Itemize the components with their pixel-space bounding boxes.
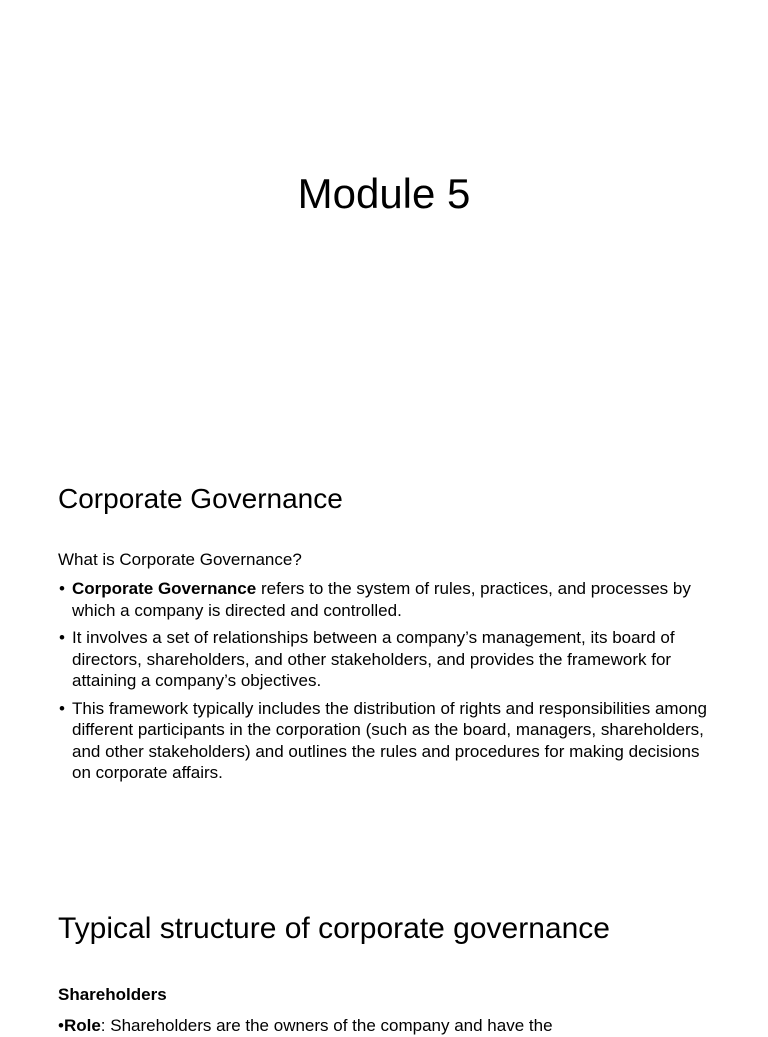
shareholders-subheading: Shareholders [58,985,167,1004]
partial-bullet-line [58,1015,718,1037]
bullet-item [58,578,718,621]
governance-structure-slide [0,864,768,1035]
bullet-icon: • [59,628,65,647]
bullet-icon: • [58,1016,64,1035]
bullet-item [58,627,718,692]
slide-heading: Corporate Governance [58,483,343,514]
bullet-text: It involves a set of relationships between a company’s management, its board of directors, shareholders, and other stakeholders, and provides the framework for attaining a company’s objectives. [72,628,675,690]
title-slide [0,0,768,432]
corporate-governance-slide [0,432,768,864]
bullet-text: refers to the system of rules, practices, and processes by which a company is directed and controlled. [72,579,691,620]
bullet-list [58,578,718,790]
module-title: Module 5 [297,170,471,217]
bullet-icon: • [59,579,65,598]
slide-heading: Typical structure of corporate governance [58,912,610,945]
bullet-bold-text: Role [63,1016,101,1035]
question-text: What is Corporate Governance? [58,550,302,569]
bullet-text: : Shareholders are the owners of the company and have the [100,1016,553,1035]
bullet-item [58,698,718,784]
bullet-icon: • [59,698,65,718]
bullet-bold-text: Corporate Governance [72,579,257,598]
bullet-text: This framework typically includes the distribution of rights and responsibilities among different participants in the corporation (such as the board, managers, shareholders, and other stakeholders) and outlines the rules and procedures for making decisions on corporate affairs. [72,698,707,782]
